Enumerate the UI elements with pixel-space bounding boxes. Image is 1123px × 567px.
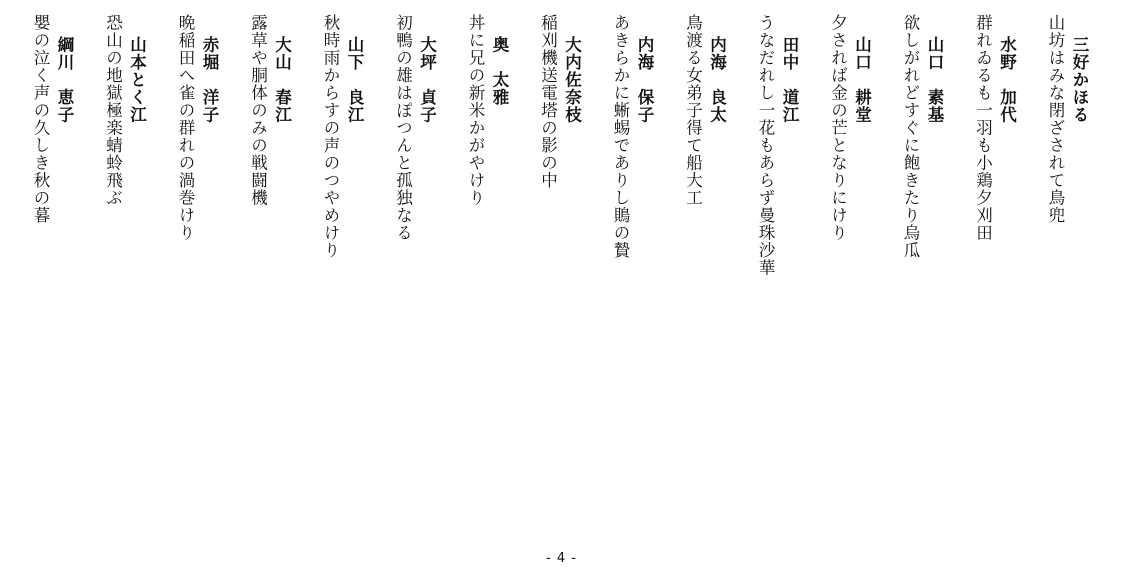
author-name: 大山 春江	[272, 36, 292, 124]
page-number: - 4 -	[546, 551, 577, 566]
haiku-line: あきらかに蜥蜴でありし鵙の贄	[611, 14, 630, 259]
haiku-line: 山坊はみな閉ざされて鳥兜	[1046, 14, 1065, 224]
haiku-line: 丼に兄の新米かがやけり	[466, 14, 485, 207]
author-name: 田中 道江	[780, 36, 799, 124]
haiku-line: 鳥渡る女弟子得て船大工	[683, 14, 703, 207]
haiku-line: 初鴨の雄はぽつんと孤独なる	[393, 14, 413, 242]
author-name: 水野 加代	[997, 36, 1017, 124]
author-name: 山口 耕堂	[852, 36, 872, 124]
haiku-line: 晩稲田へ雀の群れの渦巻けり	[176, 14, 195, 242]
author-name: 山下 良江	[345, 36, 364, 124]
haiku-columns	[28, 14, 1091, 277]
haiku-line: 恐山の地獄極楽蜻蛉飛ぶ	[103, 14, 123, 207]
author-name: 山口 素基	[925, 36, 944, 124]
author-name: 内海 保子	[635, 36, 654, 124]
haiku-line: 露草や胴体のみの戦闘機	[248, 14, 268, 207]
author-name: 綱川 恵子	[55, 36, 74, 124]
author-name: 内海 良太	[707, 36, 727, 124]
author-name: 山本とく江	[127, 36, 147, 124]
author-name: 赤堀 洋子	[200, 36, 219, 124]
haiku-line: 群れゐるも一羽も小鶏夕刈田	[973, 14, 993, 242]
haiku-line: うなだれし一花もあらず曼珠沙華	[756, 14, 775, 277]
haiku-line: 嬰の泣く声の久しき秋の暮	[31, 14, 50, 224]
haiku-line: 稲刈機送電塔の影の中	[538, 14, 558, 189]
author-name: 奥 太雅	[490, 36, 509, 106]
author-name: 三好かほる	[1070, 36, 1089, 124]
author-name: 大坪 貞子	[417, 36, 437, 124]
haiku-line: 夕されば金の芒となりにけり	[828, 14, 848, 242]
haiku-line: 秋時雨からすの声のつやめけり	[321, 14, 340, 259]
author-name: 大内佐奈枝	[562, 36, 582, 124]
haiku-line: 欲しがれどすぐに飽きたり烏瓜	[901, 14, 920, 259]
